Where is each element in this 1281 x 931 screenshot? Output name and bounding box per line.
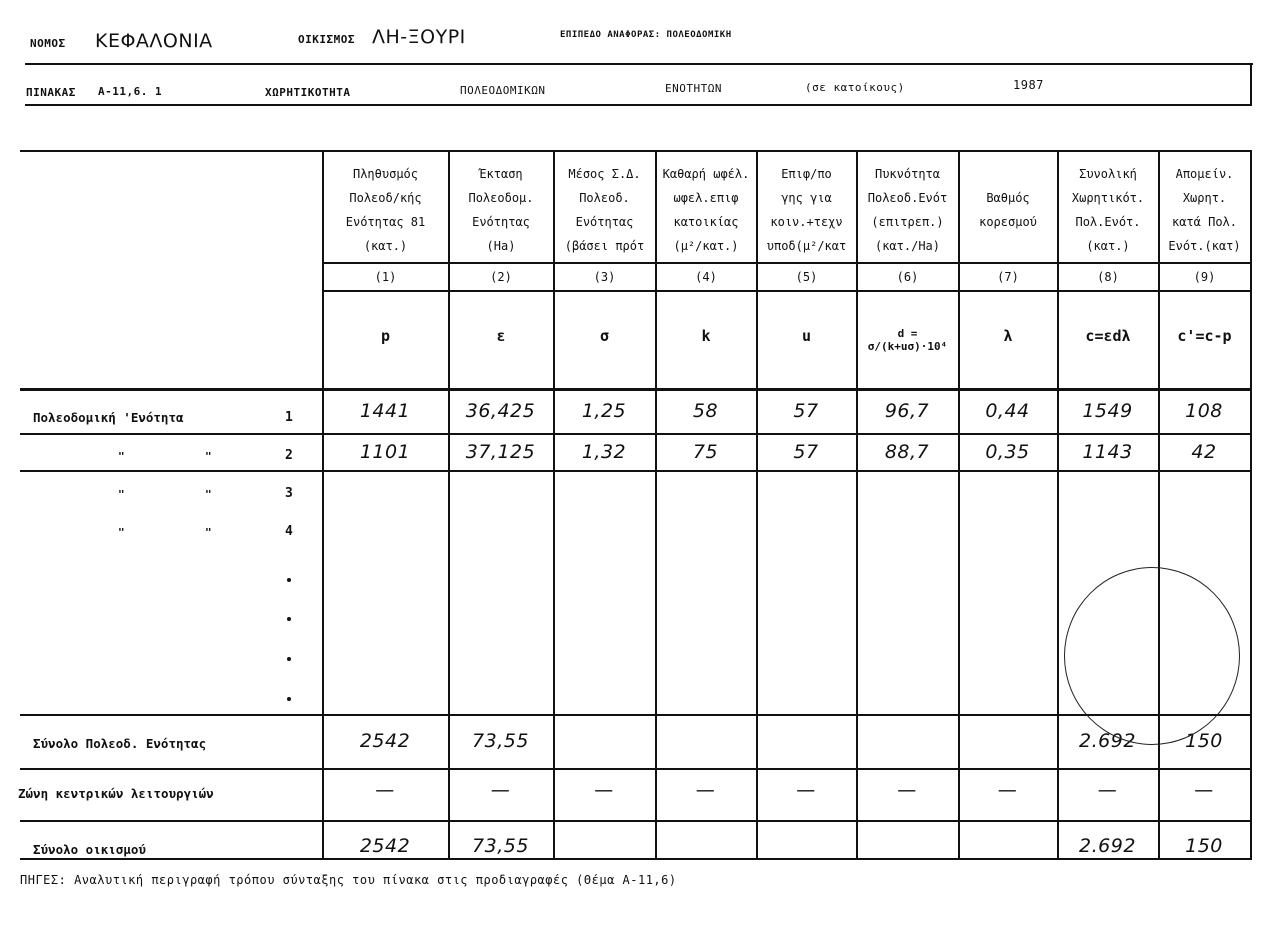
ditto-mark: ": [118, 450, 125, 463]
oikismos-label: ΟΙΚΙΣΜΟΣ: [298, 33, 355, 46]
nomos-label: ΝΟΜΟΣ: [30, 37, 66, 50]
column-number: (3): [593, 270, 616, 284]
column-number: (1): [374, 270, 397, 284]
table-rule-h-0: [20, 150, 1252, 152]
total-row-label: Ζώνη κεντρικών λειτουργιών: [18, 786, 214, 801]
total-cell: —: [796, 779, 816, 801]
column-header-line: κοιν.+τεχν: [770, 215, 843, 229]
total-cell: —: [1194, 779, 1214, 801]
column-header-line: Πυκνότητα: [874, 167, 941, 181]
table-cell: 0,35: [985, 441, 1030, 463]
table-cell: 1,32: [581, 441, 627, 463]
column-header-line: κατοικίας: [673, 215, 739, 229]
header-rule-right: [1250, 63, 1252, 105]
table-rule-v-9: [1250, 150, 1252, 860]
oikismos-value: ΛΗ-ΞΟΥΡΙ: [372, 26, 466, 48]
ditto-mark: ": [205, 488, 212, 501]
column-header-line: Πολεοδ.: [579, 191, 630, 205]
continuation-dot: [287, 657, 291, 661]
table-cell: 37,125: [465, 441, 536, 463]
column-header-line: γης για: [781, 191, 832, 205]
nomos-value: ΚΕΦΑΛΟΝΙΑ: [95, 30, 213, 52]
column-header-line: Πολ.Ενότ.: [1075, 215, 1141, 229]
table-rule-h-7: [20, 768, 1252, 770]
continuation-dot: [287, 617, 291, 621]
table-cell: 1101: [359, 441, 411, 463]
table-rule-h-8: [20, 820, 1252, 822]
source-note: ΠΗΓΕΣ: Αναλυτική περιγραφή τρόπου σύνταξης του πίνακα στις προδιαγραφές (Θέμα Α-11,6): [20, 873, 677, 887]
column-header-line: Μέσος Σ.Δ.: [568, 167, 641, 181]
continuation-dot: [287, 697, 291, 701]
column-header-line: Έκταση: [479, 167, 523, 181]
header-rule-bottom: [25, 104, 1252, 106]
column-symbol: σ: [599, 327, 610, 345]
column-header-line: (Ha): [486, 239, 516, 253]
table-rule-h-6: [20, 714, 1252, 716]
total-row-label: Σύνολο Πολεοδ. Ενότητας: [33, 736, 207, 751]
ditto-mark: ": [118, 488, 125, 501]
table-cell: 36,425: [465, 400, 536, 422]
row-index: 4: [285, 524, 293, 539]
column-symbol: u: [801, 327, 812, 345]
table-cell: 75: [692, 441, 719, 463]
column-symbol: p: [380, 327, 391, 345]
column-header-line: Ενότητας 81: [345, 215, 426, 229]
total-cell: —: [1097, 779, 1118, 801]
table-year: 1987: [1013, 78, 1044, 92]
ditto-mark: ": [205, 450, 212, 463]
column-number: (7): [997, 270, 1019, 284]
total-row-label: Σύνολο οικισμού: [33, 842, 146, 857]
total-cell: 150: [1185, 835, 1223, 857]
column-header-line: [960, 163, 1056, 187]
column-header-line: κατά Πολ.: [1171, 215, 1238, 229]
table-cell: 57: [793, 400, 819, 422]
reference-level-label: ΕΠΙΠΕΔΟ ΑΝΑΦΟΡΑΣ: ΠΟΛΕΟΔΟΜΙΚΗ: [560, 30, 732, 40]
row-index: 2: [285, 448, 293, 463]
row-index: 3: [285, 486, 293, 501]
table-rule-h-4: [20, 433, 1252, 435]
table-cell: 88,7: [884, 441, 930, 463]
column-header-line: Χωρητικότ.: [1071, 191, 1145, 205]
total-cell: —: [490, 779, 511, 801]
column-header-line: Πολεοδ/κής: [349, 191, 422, 205]
table-cell: 42: [1191, 441, 1217, 463]
column-number: (5): [795, 270, 818, 284]
table-rule-h-9: [20, 858, 1252, 860]
total-cell: 2.692: [1079, 730, 1136, 752]
total-cell: 73,55: [472, 730, 529, 752]
total-cell: —: [695, 779, 716, 801]
table-label: ΠΙΝΑΚΑΣ: [26, 86, 76, 99]
column-header-line: (κατ.): [363, 239, 408, 253]
column-header-line: Επιφ/πο: [781, 167, 832, 181]
column-number: (8): [1097, 270, 1119, 284]
total-cell: 150: [1185, 730, 1223, 752]
column-header-line: Απομείν.: [1175, 167, 1234, 181]
column-header-line: Χωρητ.: [1182, 191, 1227, 205]
row-index: 1: [285, 410, 293, 425]
column-header-line: Πληθυσμός: [352, 167, 419, 181]
total-cell: —: [997, 779, 1018, 801]
table-cell: 0,44: [985, 400, 1030, 422]
stamp-circle: [1064, 567, 1240, 745]
column-header-line: Ενότητας: [575, 215, 634, 229]
table-title-part-2: ΠΟΛΕΟΔΟΜΙΚΩΝ: [460, 84, 546, 97]
column-header-line: Πολεοδομ.: [468, 191, 534, 205]
table-code: Α-11,6. 1: [98, 85, 163, 98]
column-header-line: (κατ.): [1086, 239, 1130, 253]
column-header-line: [960, 235, 1056, 259]
column-symbol: d = σ/(k+uσ)·10⁴: [867, 327, 948, 353]
column-header-line: (επιτρεπ.): [871, 215, 944, 229]
column-symbol: λ: [1003, 327, 1013, 345]
table-cell: 108: [1185, 400, 1223, 422]
column-header-line: υποδ(μ²/κατ: [766, 239, 847, 253]
total-cell: —: [897, 779, 917, 801]
table-rule-h-3: [20, 388, 1252, 391]
total-cell: 73,55: [472, 835, 529, 857]
column-header-line: Καθαρή ωφέλ.: [662, 167, 750, 181]
total-cell: 2542: [359, 730, 411, 752]
total-cell: 2.692: [1079, 835, 1136, 857]
table-cell: 96,7: [884, 400, 930, 422]
total-cell: 2542: [359, 835, 411, 857]
continuation-dot: [287, 578, 291, 582]
column-symbol: k: [701, 327, 711, 345]
table-title-part-1: ΧΩΡΗΤΙΚΟΤΗΤΑ: [265, 86, 351, 99]
column-number: (4): [695, 270, 717, 284]
column-symbol: ε: [496, 327, 506, 345]
column-number: (6): [896, 270, 919, 284]
table-title-part-3: ΕΝΟΤΗΤΩΝ: [665, 82, 722, 95]
column-symbol: c'=c-p: [1177, 327, 1232, 345]
total-cell: —: [594, 779, 614, 801]
column-header-line: Ενότητας: [472, 215, 530, 229]
table-cell: 1143: [1082, 441, 1133, 463]
column-header-line: ωφελ.επιφ: [673, 191, 739, 205]
table-cell: 1,25: [581, 400, 627, 422]
column-symbol: c=εdλ: [1085, 327, 1131, 345]
column-header-line: κορεσμού: [979, 215, 1037, 229]
row-label: Πολεοδομική 'Ενότητα: [33, 410, 184, 425]
column-number: (2): [490, 270, 512, 284]
column-header-line: (βάσει πρότ: [564, 239, 645, 253]
table-cell: 57: [793, 441, 819, 463]
column-header-line: Πολεοδ.Ενότ: [867, 191, 948, 205]
column-header-line: (κατ./Ha): [874, 239, 941, 253]
column-header-line: (μ²/κατ.): [673, 239, 739, 253]
column-header-line: Ενότ.(κατ): [1168, 239, 1241, 253]
table-cell: 1441: [359, 400, 411, 422]
table-rule-h-2: [322, 290, 1250, 292]
column-header-line: Βαθμός: [986, 191, 1030, 205]
total-cell: —: [375, 779, 395, 801]
column-header-line: Συνολική: [1079, 167, 1137, 181]
table-cell: 58: [692, 400, 719, 422]
header-rule-top: [25, 63, 1253, 65]
table-cell: 1549: [1082, 400, 1133, 422]
ditto-mark: ": [205, 526, 212, 539]
ditto-mark: ": [118, 526, 125, 539]
table-rule-h-1: [322, 262, 1250, 264]
table-title-part-4: (σε κατοίκους): [805, 81, 905, 94]
column-number: (9): [1193, 270, 1216, 284]
table-rule-h-5: [20, 470, 1252, 472]
